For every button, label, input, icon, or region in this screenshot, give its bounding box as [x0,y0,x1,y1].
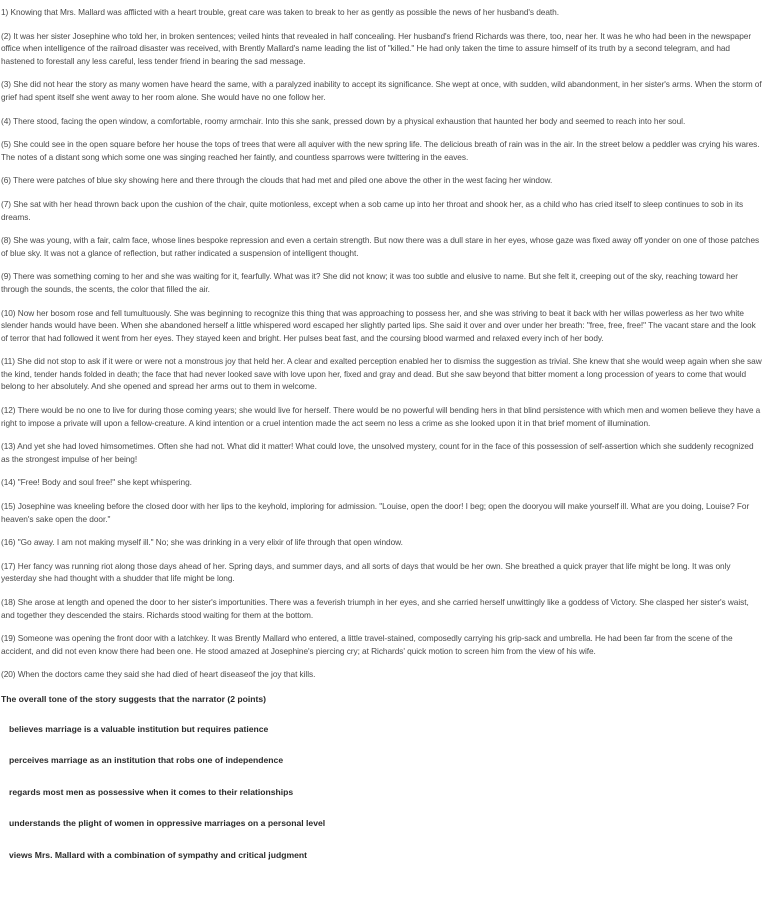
paragraph-6: (6) There were patches of blue sky showing here and there through the clouds that had met and piled one above the other in the west facing her window. [1,175,553,186]
paragraph-11: (11) She did not stop to ask if it were or were not a monstrous joy that held her. A clear and exalted perception enabled her to dismiss the suggestion as trivial. She knew that she would weep again when she saw the kind, tender hands folded in death; the face that had never looked save with love upon her, fixed and gray and dead. But she saw beyond that bitter moment a long procession of years to come that would belong to her absolutely. And she opened and spread her arms out to them in welcome. [1,356,762,392]
paragraph-8: (8) She was young, with a fair, calm face, whose lines bespoke repression and even a certain strength. But now there was a dull stare in her eyes, whose gaze was fixed away off yonder on one of those patches of blue sky. It was not a glance of reflection, but rather indicated a suspension of intelligent thought. [1,235,760,258]
paragraph-18: (18) She arose at length and opened the door to her sister's importunities. There was a feverish triumph in her eyes, and she carried herself unwittingly like a goddess of Victory. She clasped her sister's waist, and together they descended the stairs. Richards stood waiting for them at the bottom. [1,597,749,620]
answer-option-4[interactable]: understands the plight of women in oppressive marriages on a personal level [9,818,326,829]
paragraph-19: (19) Someone was opening the front door with a latchkey. It was Brently Mallard who entered, a little travel-stained, composedly carrying his grip-sack and umbrella. He had been far from the scene of the accident, and did not even know there had been one. He stood amazed at Josephine's piercing cry; at Richards' quick motion to screen him from the view of his wife. [1,633,733,656]
story-passage [1,6,762,681]
paragraph-16: (16) "Go away. I am not making myself ill." No; she was drinking in a very elixir of life through that open window. [1,537,403,548]
paragraph-12: (12) There would be no one to live for during those coming years; she would live for herself. There would be no powerful will bending hers in that blind persistence with which men and women believe they have a right to impose a private will upon a fellow-creature. A kind intention or a cruel intention made the act seem no less a crime as she looked upon it in that brief moment of illumination. [1,405,761,428]
paragraph-4: (4) There stood, facing the open window, a comfortable, roomy armchair. Into this she sank, pressed down by a physical exhaustion that haunted her body and seemed to reach into her soul. [1,115,686,126]
paragraph-2: (2) It was her sister Josephine who told her, in broken sentences; veiled hints that revealed in half concealing. Her husband's friend Richards was there, too, near her. It was he who had been in the newspaper office when intelligence of the railroad disaster was received, with Brently Mallard's name leading the list of "killed." He had only taken the time to assure himself of its truth by a second telegram, and had hastened to forestall any less careful, less tender friend in bearing the sad message. [1,30,752,66]
paragraph-13: (13) And yet she had loved himsometimes. Often she had not. What did it matter! What could love, the unsolved mystery, count for in the face of this possession of self-assertion which she suddenly recognized as the strongest impulse of her being! [1,441,754,464]
paragraph-9: (9) There was something coming to her and she was waiting for it, fearfully. What was it? She did not know; it was too subtle and elusive to name. But she felt it, creeping out of the sky, reaching toward her through the sounds, the scents, the color that filled the air. [1,271,738,294]
paragraph-7: (7) She sat with her head thrown back upon the cushion of the chair, quite motionless, except when a sob came up into her throat and shook her, as a child who has cried itself to sleep continues to sob in its dreams. [1,198,744,222]
paragraph-5: (5) She could see in the open square before her house the tops of trees that were all aquiver with the new spring life. The delicious breath of rain was in the air. In the street below a peddler was crying his wares. The notes of a distant song which some one was singing reached her faintly, and countless sparrows were twittering in the eaves. [1,139,760,162]
paragraph-10: (10) Now her bosom rose and fell tumultuously. She was beginning to recognize this thing that was approaching to possess her, and she was striving to beat it back with her willas powerless as her two white slender hands would have been. When she abandoned herself a little whispered word escaped her slightly parted lips. She said it over and over under her breath: "free, free, free!" The vacant stare and the look of terror that had followed it went from her eyes. They stayed keen and bright. Her pulses beat fast, and the coursing blood warmed and relaxed every inch of her body. [1,307,756,343]
question-prompt: The overall tone of the story suggests that the narrator (2 points) [1,693,267,704]
paragraph-14: (14) "Free! Body and soul free!" she kept whispering. [1,477,192,488]
answer-options [1,723,762,861]
paragraph-17: (17) Her fancy was running riot along those days ahead of her. Spring days, and summer days, and all sorts of days that would be her own. She breathed a quick prayer that life might be long. It was only yesterday she had thought with a shudder that life might be long. [1,560,731,584]
paragraph-1: 1) Knowing that Mrs. Mallard was afflicted with a heart trouble, great care was taken to break to her as gently as possible the news of her husband's death. [1,7,559,17]
answer-option-5[interactable]: views Mrs. Mallard with a combination of sympathy and critical judgment [9,849,307,860]
paragraph-20: (20) When the doctors came they said she had died of heart diseaseof the joy that kills. [1,669,316,680]
answer-option-2[interactable]: perceives marriage as an institution that robs one of independence [9,755,284,766]
paragraph-3: (3) She did not hear the story as many women have heard the same, with a paralyzed inability to accept its significance. She wept at once, with sudden, wild abandonment, in her sister's arms. When the storm of grief had spent itself she went away to her room alone. She would have no one follow her. [1,79,762,102]
paragraph-15: (15) Josephine was kneeling before the closed door with her lips to the keyhold, imploring for admission. "Louise, open the door! I beg; open the dooryou will make yourself ill. What are you doing, Louise? For heaven's sake open the door." [1,501,750,524]
answer-option-3[interactable]: regards most men as possessive when it comes to their relationships [9,786,294,797]
answer-option-1[interactable]: believes marriage is a valuable institution but requires patience [9,723,269,734]
